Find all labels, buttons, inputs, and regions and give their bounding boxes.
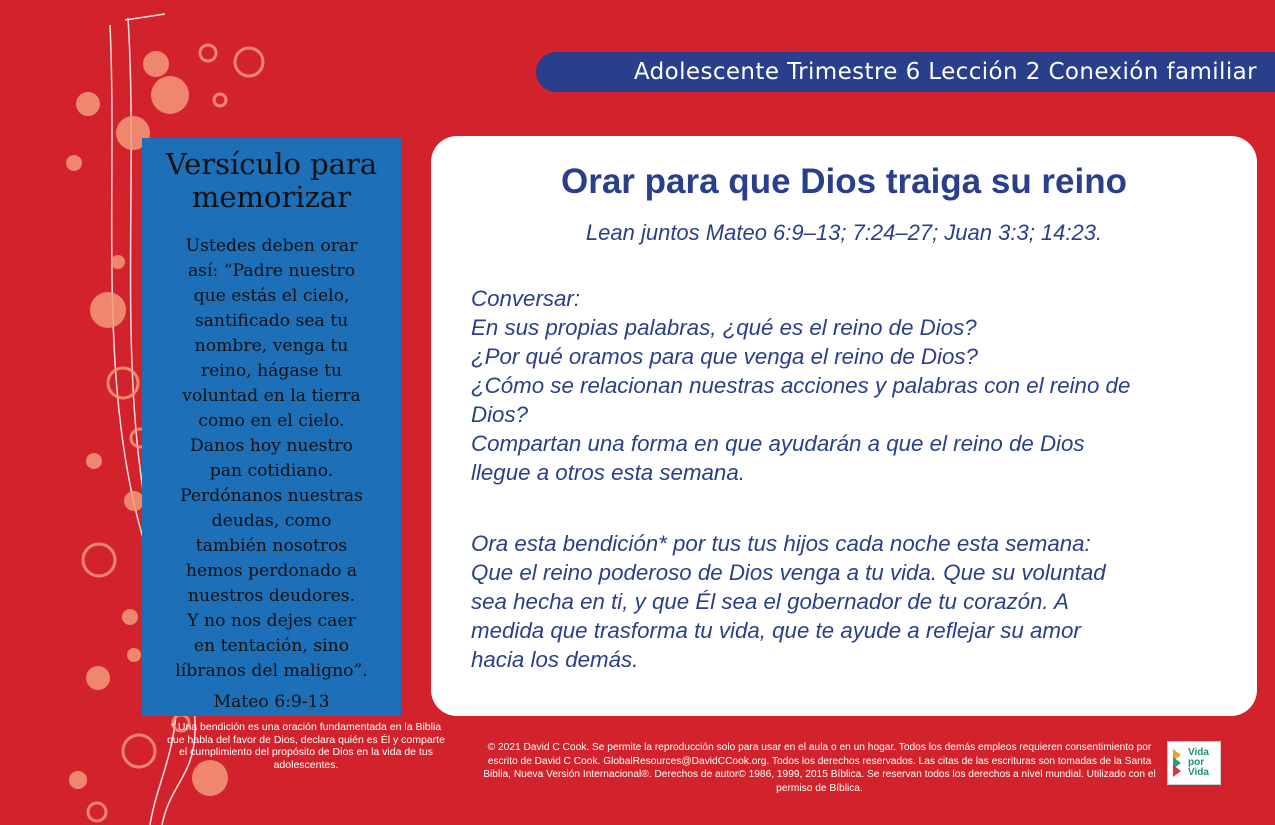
- copyright-notice: © 2021 David C Cook. Se permite la reproducción solo para usar en el aula o en un hogar. Todos los demás empleos requieren consentimiento por escrito de David C Cook. GlobalResources@DavidCCook.org. Todos los derechos reservados. Las citas de las escrituras son tomadas de la Santa Biblia, Nueva Versión Internacional®. Derechos de autor© 1986, 1999, 2015 Bíblica. Se reservan todos los derechos a nivel mundial. Utilizado con el permiso de Bíblica.: [483, 742, 1156, 794]
- blessing-line: Ora esta bendición* por tus tus hijos cada noche esta semana:: [471, 531, 1091, 556]
- talk-line: llegue a otros esta semana.: [471, 460, 745, 485]
- talk-line: Compartan una forma en que ayudarán a que el reino de Dios: [471, 431, 1085, 456]
- vida-por-vida-logo: [1167, 741, 1221, 785]
- blessing-line: Que el reino poderoso de Dios venga a tu vida. Que su voluntad: [471, 560, 1106, 585]
- banner-title: Adolescente Trimestre 6 Lección 2 Conexión familiar: [633, 59, 1257, 85]
- blessing-section: [471, 529, 1217, 674]
- blessing-footnote: * Una bendición es una oración fundamentada en la Biblia que habla del favor de Dios, declara quién es Él y comparte el cumplimiento del propósito de Dios en la vida de tus adolescentes.: [167, 721, 445, 771]
- memory-verse-title: Versículo para memorizar: [165, 147, 378, 214]
- talk-line: En sus propias palabras, ¿qué es el reino de Dios?: [471, 315, 977, 340]
- memory-verse-text: Ustedes deben orar así: “Padre nuestro que estás el cielo, santificado sea tu nombre, venga tu reino, hágase tu voluntad en la tierra como en el cielo. Danos hoy nuestro pan cotidiano. Perdónanos nuestras deudas, como también nosotros hemos perdonado a nuestros deudores. Y no nos dejes caer en tentación, sino líbranos del maligno”.: [175, 236, 368, 681]
- lesson-banner: [536, 52, 1275, 92]
- talk-line: ¿Cómo se relacionan nuestras acciones y palabras con el reino de: [471, 373, 1131, 398]
- logo-text: Vida por Vida: [1188, 747, 1209, 778]
- blessing-line: medida que trasforma tu vida, que te ayude a reflejar su amor: [471, 618, 1081, 643]
- vida-por-vida-logo-icon: [1171, 747, 1185, 779]
- conversation-section: [471, 284, 1217, 487]
- blessing-line: sea hecha en ti, y que Él sea el gobernador de tu corazón. A: [471, 589, 1069, 614]
- talk-line: ¿Por qué oramos para que venga el reino de Dios?: [471, 344, 978, 369]
- content-card: [431, 136, 1257, 716]
- talk-line: Conversar:: [471, 286, 581, 311]
- card-title: Orar para que Dios traiga su reino: [561, 162, 1127, 201]
- memory-verse-box: [142, 138, 401, 716]
- talk-line: Dios?: [471, 402, 529, 427]
- memory-verse-reference: Mateo 6:9-13: [213, 692, 330, 712]
- reading-reference: Lean juntos Mateo 6:9–13; 7:24–27; Juan 3:3; 14:23.: [585, 220, 1103, 245]
- blessing-line: hacia los demás.: [471, 647, 639, 672]
